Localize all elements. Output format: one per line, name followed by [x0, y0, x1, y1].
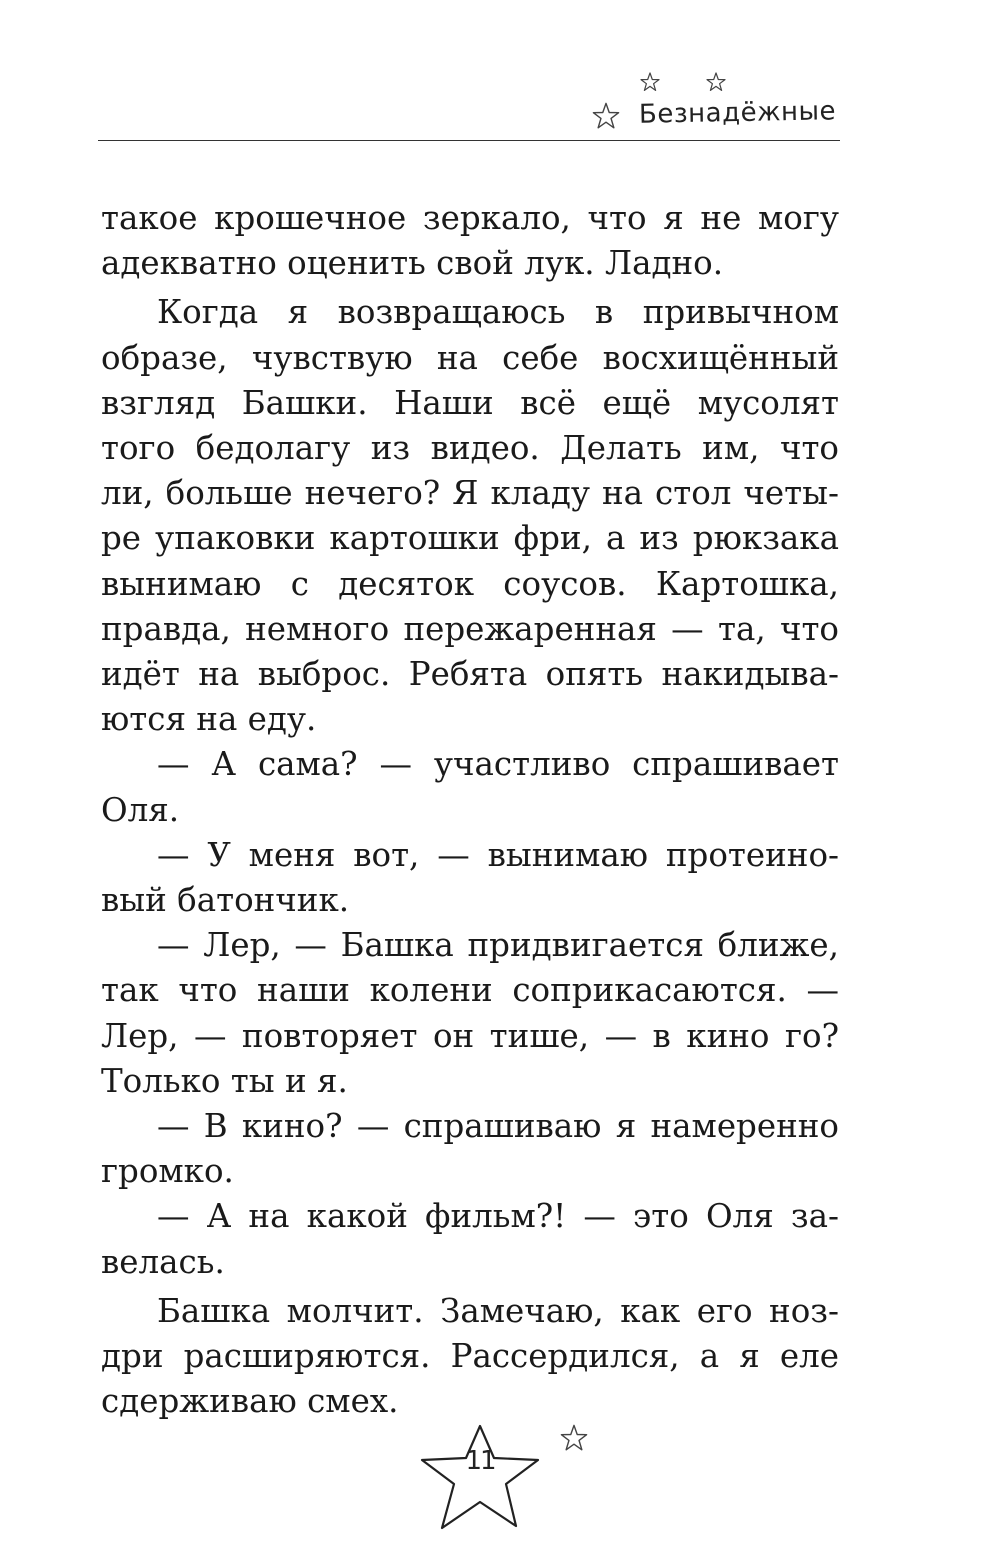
dialogue-paragraph: — А сама? — участливо спрашивает Оля. — [101, 745, 839, 829]
star-doodle-icon — [640, 72, 660, 92]
paragraph: такое крошечное зеркало, что я не могу адекватно оценить свой лук. Ладно. — [101, 199, 839, 283]
body-text — [101, 196, 839, 1424]
paragraph: Когда я возвращаюсь в привычном образе, чувствую на себе восхищённый взгляд Башки. Наши всё ещё мусолят того бедолагу из видео. Делать им, что ли, больше нечего? Я кладу на стол четыре упаковки картошки фри, а из рюкзака вынимаю с десяток соусов. Картошка, правда, немного пережаренная — та, что идёт на выброс. Ребята опять накидываются на еду. — [101, 293, 839, 739]
page-number: 11 — [465, 1446, 495, 1476]
header-divider — [98, 140, 840, 141]
dialogue-paragraph: — В кино? — спрашиваю я намеренно громко. — [101, 1107, 839, 1191]
page-number-star-icon — [418, 1422, 542, 1532]
dialogue-paragraph: — У меня вот, — вынимаю протеиновый батончик. — [101, 835, 839, 920]
running-header — [98, 60, 840, 146]
star-doodle-icon — [592, 102, 620, 130]
dialogue-paragraph: — А на какой фильм?! — это Оля завелась. — [101, 1197, 839, 1281]
dialogue-paragraph: — Лер, — Башка придвигается ближе, так что наши колени соприкасаются. — Лер, — повторяет он тише, — в кино го? Только ты и я. — [101, 926, 839, 1100]
star-doodle-icon — [706, 72, 726, 92]
running-title: Безнадёжные — [638, 96, 837, 130]
star-doodle-icon — [560, 1424, 588, 1452]
paragraph: Башка молчит. Замечаю, как его ноздри расширяются. Рассердился, а я еле сдерживаю смех. — [101, 1291, 839, 1421]
